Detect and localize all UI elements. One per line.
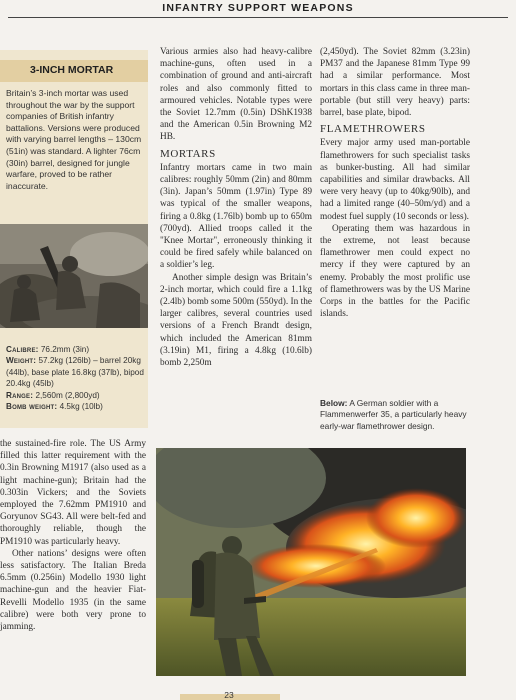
spec-row (6, 344, 144, 355)
caption-text: A German soldier with a Flammenwerfer 35, a particularly heavy early-war flamethrower design. (320, 398, 467, 431)
spec-value: 57.2kg (126lb) – barrel 20kg (44lb), base plate 16.8kg (37lb), bipod 20.4kg (45lb) (6, 356, 144, 389)
sidebar-specs (6, 344, 144, 412)
paragraph: Various armies also had heavy-calibre machine-guns, often used in a combination of ground and anti-aircraft roles and also commonly fitted to armoured vehicles. Notable types were the Soviet 12.7mm (0.5in) DShK1938 and the American 0.5in Browning M2 HB. (160, 47, 312, 143)
paragraph: Operating them was hazardous in the extreme, not least because flamethrower men could expect no mercy if they were captured by an enemy. Probably the most prolific use of flamethrowers was by the US Marine Corps in the battles for the Pacific islands. (320, 223, 470, 320)
paragraph: Another simple design was Britain’s 2-inch mortar, which could fire a 1.1kg (2.4lb) bomb some 500m (550yd). In the larger calibres, several countries used versions of a French Brandt design, which included the American 81mm (3.19in) M1, firing a 4.8kg (10.6lb) bomb 2,250m (160, 272, 312, 369)
spec-value: 76.2mm (3in) (40, 345, 90, 354)
sidebar-title: 3-INCH MORTAR (30, 64, 114, 76)
paragraph: Every major army used man-portable flamethrowers for such specialist tasks as bunker-busting. All had similar capabilities and similar drawbacks. All were very heavy (up to 40kg/90lb), and had a limited range (40–50m/yd) and a modest fuel supply (10 seconds or less). (320, 138, 470, 222)
spec-value: 4.5kg (10lb) (59, 402, 103, 412)
sidebar-body-text: Britain’s 3-inch mortar was used throughout the war by the support companies of British infantry battalions. Versions were produced with varying barrel lengths – 130cm (51in) was standard. A lighter 76cm (30in) barrel, designed for jungle warfare, proved to be rather inaccurate. (6, 88, 142, 191)
column-lower-left (0, 438, 146, 633)
spec-row (6, 401, 144, 412)
paragraph: (2,450yd). The Soviet 82mm (3.23in) PM37 and the Japanese 81mm Type 99 had a similar performance. Most mortars in this class came in three man-portable (but still very heavy) parts: barrel, base plate, bipod. (320, 47, 470, 119)
photo-caption (320, 398, 470, 432)
page-number: 23 (224, 690, 234, 700)
column-middle (160, 46, 312, 369)
mortar-crew-photo (0, 224, 148, 328)
spec-row (6, 355, 144, 389)
section-heading-flamethrowers: FLAMETHROWERS (320, 123, 426, 136)
column-right (320, 46, 470, 320)
spec-label: Bomb weight: (6, 402, 58, 412)
flamethrower-photo (156, 448, 466, 676)
spec-value: 2,560m (2,800yd) (35, 390, 100, 400)
paragraph: the sustained-fire role. The US Army filled this latter requirement with the 0.3in Browning M1917 (also used as a light machine-gun); Britain had the 0.303in Vickers; and the Soviets employed the 7.62mm PM1910 and Goryunov SG43. All were belt-fed and thoroughly reliable, though the PM1910 was particularly heavy. (0, 439, 146, 547)
section-heading-mortars: MORTARS (160, 147, 216, 160)
sidebar-title-bar (0, 60, 148, 82)
paragraph: Infantry mortars came in two main calibres: roughly 50mm (2in) and 80mm (3in). Japan’s 50mm (1.97in) Type 89 was typical of the smaller weapons, firing a 0.8kg (1.76lb) bomb up to 650m (700yd). Allied troops called it the "Knee Mortar", erroneously thinking it could be fired safely while balanced on a soldier’s leg. (160, 162, 312, 271)
spec-label: Calibre: (6, 345, 39, 354)
spec-label: Weight: (6, 356, 37, 366)
header-rule (8, 17, 508, 18)
running-head: INFANTRY SUPPORT WEAPONS (162, 2, 354, 14)
caption-lead: Below: (320, 398, 348, 408)
paragraph: Other nations’ designs were often less satisfactory. The Italian Breda 6.5mm (0.256in) Modello 1930 light machine-gun and the heavier Fiat-Revelli Modello 1935 (in the same calibre) were both very prone to jamming. (0, 548, 146, 633)
spec-row (6, 390, 144, 401)
spec-label: Range: (6, 390, 34, 400)
